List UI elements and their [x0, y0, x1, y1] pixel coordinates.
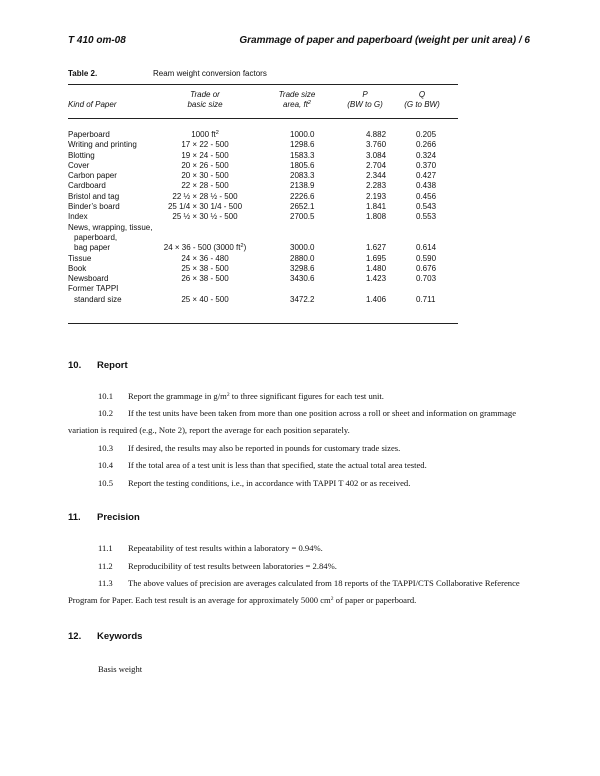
table-row [68, 140, 458, 150]
para-11-1 [68, 540, 530, 557]
cell-p: 1.627 [366, 243, 387, 253]
para-number: 10.5 [98, 478, 114, 488]
section-title: Keywords [97, 631, 143, 642]
section-number: 11. [68, 512, 81, 523]
cell-kind: Binder’s board [68, 202, 120, 212]
cell-trade-size-text: 22 × 28 - 500 [181, 181, 229, 191]
table-label: Table 2. [68, 69, 98, 78]
table-row [68, 161, 458, 171]
cell-q: 0.456 [416, 191, 437, 201]
cell-area: 1583.3 [290, 150, 315, 160]
para-sup: 2 [226, 392, 230, 398]
para-text: Report the grammage in g/m [128, 391, 227, 401]
table-title: Ream weight conversion factors [153, 69, 267, 78]
para-11-2 [68, 558, 530, 575]
table-row [68, 192, 458, 202]
cell-q: 0.427 [416, 171, 437, 181]
header-p-line2: (BW to G) [347, 100, 383, 109]
cell-area: 2880.0 [290, 253, 315, 263]
cell-trade-size-text: 17 × 22 - 500 [181, 140, 229, 150]
cell-trade-size-text: 25 × 38 - 500 [181, 263, 229, 273]
cell-trade-size [150, 264, 260, 274]
cell-area: 2226.6 [290, 191, 315, 201]
cell-kind: News, wrapping, tissue, [68, 222, 153, 232]
cell-area: 3000.0 [290, 243, 315, 253]
header-q-line2: (G to BW) [404, 100, 440, 109]
header-kind: Kind of Paper [68, 100, 117, 109]
section-report-heading [68, 360, 128, 371]
para-text: If desired, the results may also be reported in pounds for customary trade sizes. [128, 443, 401, 453]
cell-p: 1.841 [366, 202, 387, 212]
table-row [68, 130, 458, 140]
para-text: Reproducibility of test results between laboratories = 2.84%. [128, 561, 337, 571]
header-trade-size-line2: basic size [187, 100, 223, 109]
para-10-4 [68, 457, 530, 474]
cell-q: 0.266 [416, 140, 437, 150]
cell-trade-size [150, 130, 260, 140]
para-text: The above values of precision are averages calculated from 18 reports of the TAPPI/CTS Collaborative Reference Program for Paper. Each test result is an average for approximately 5000 cm [68, 578, 520, 605]
table-row [68, 254, 458, 264]
header-area-sup: 2 [307, 100, 311, 106]
para-sup: 2 [330, 596, 334, 602]
header-trade-size [150, 90, 260, 110]
cell-q: 0.553 [416, 212, 437, 222]
table-row [68, 264, 458, 274]
para-number: 10.4 [98, 460, 114, 470]
cell-q: 0.438 [416, 181, 437, 191]
header-area [262, 90, 332, 110]
table-caption [68, 69, 267, 78]
cell-p: 2.704 [366, 160, 387, 170]
table-top-rule [68, 84, 458, 85]
cell-area: 2700.5 [290, 212, 315, 222]
cell-trade-size-text: 25 × 40 - 500 [181, 294, 229, 304]
cell-kind: Paperboard [68, 130, 110, 139]
running-header [68, 35, 530, 49]
cell-q: 0.711 [416, 294, 436, 304]
header-q-line1: Q [418, 90, 426, 99]
cell-kind: bag paper [74, 243, 111, 253]
keywords-text: Basis weight [98, 664, 143, 674]
cell-p: 3.760 [366, 140, 387, 150]
cell-p: 1.423 [366, 274, 387, 284]
cell-trade-size-sup: 2 [215, 130, 219, 136]
cell-area: 3472.2 [290, 294, 315, 304]
cell-trade-size [150, 295, 260, 305]
para-text: If the total area of a test unit is less than that specified, state the actual total area tested. [128, 460, 427, 470]
cell-kind: Newsboard [68, 274, 109, 284]
cell-kind: Book [68, 263, 87, 273]
header-area-line2 [262, 100, 332, 110]
cell-q: 0.370 [416, 160, 437, 170]
table-row [68, 151, 458, 161]
table-row [68, 212, 458, 222]
cell-trade-size-sup: 2 [240, 243, 244, 250]
cell-p: 2.283 [366, 181, 387, 191]
cell-q: 0.543 [416, 202, 437, 212]
section-number: 10. [68, 360, 82, 371]
table-row [68, 181, 458, 191]
header-q [392, 90, 452, 110]
cell-kind: standard size [74, 294, 122, 304]
para-number: 11.3 [98, 578, 113, 588]
cell-q: 0.676 [416, 263, 437, 273]
para-text: Repeatability of test results within a laboratory = 0.94%. [128, 543, 323, 553]
para-text-tail: to three significant figures for each test unit. [229, 391, 384, 401]
cell-area: 1805.6 [290, 160, 315, 170]
cell-p: 3.084 [366, 150, 387, 160]
cell-p: 1.406 [366, 294, 387, 304]
section-precision-heading [68, 512, 140, 523]
cell-area: 2138.9 [290, 181, 315, 191]
para-number: 10.3 [98, 443, 114, 453]
cell-trade-size [150, 254, 260, 264]
cell-area: 2652.1 [290, 202, 315, 212]
cell-trade-size-text: 1000 ft [191, 130, 216, 139]
cell-q: 0.205 [416, 130, 437, 139]
section-keywords-heading [68, 631, 142, 642]
cell-trade-size [150, 274, 260, 284]
para-number: 10.2 [98, 408, 114, 418]
cell-trade-size [150, 202, 260, 212]
section-title: Report [97, 360, 128, 371]
cell-p: 2.344 [366, 171, 387, 181]
header-title: Grammage of paper and paperboard (weight per unit area) / 6 [239, 35, 530, 46]
table-bottom-rule [68, 323, 458, 324]
cell-trade-size [150, 192, 260, 202]
cell-trade-size [150, 161, 260, 171]
cell-kind: Writing and printing [68, 140, 137, 150]
cell-p: 1.480 [366, 263, 387, 273]
section-title: Precision [97, 512, 140, 523]
cell-q: 0.324 [416, 150, 437, 160]
cell-q: 0.614 [416, 243, 437, 253]
table-row [68, 223, 458, 233]
header-p-line1: P [362, 90, 368, 99]
cell-trade-size-text: 19 × 24 - 500 [181, 150, 229, 160]
cell-area: 3430.6 [290, 274, 315, 284]
table-row [68, 274, 458, 284]
cell-kind: Index [68, 212, 88, 222]
para-text-tail: of paper or paperboard. [333, 595, 417, 605]
cell-kind: Blotting [68, 150, 95, 160]
cell-trade-size [150, 171, 260, 181]
para-10-3 [68, 440, 530, 457]
para-10-5 [68, 475, 530, 492]
cell-kind: Cover [68, 160, 90, 170]
cell-kind: Tissue [68, 253, 92, 263]
header-area-text: area, ft [283, 100, 308, 109]
cell-trade-size-text: 26 × 38 - 500 [181, 274, 229, 284]
cell-p: 1.808 [366, 212, 387, 222]
table-row [68, 295, 458, 305]
cell-area: 1298.6 [290, 140, 315, 150]
table-row [68, 243, 458, 253]
table-body [68, 130, 458, 305]
cell-area: 3298.6 [290, 263, 315, 273]
cell-area: 1000.0 [290, 130, 315, 139]
table-row [68, 284, 458, 294]
cell-trade-size [150, 140, 260, 150]
cell-trade-size [150, 181, 260, 191]
cell-p: 1.695 [366, 253, 387, 263]
cell-trade-size-text: 20 × 30 - 500 [181, 171, 229, 181]
cell-area: 2083.3 [290, 171, 315, 181]
header-p [335, 90, 395, 110]
cell-trade-size-text: 24 × 36 - 500 (3000 ft [163, 243, 241, 253]
cell-p: 4.882 [366, 130, 387, 139]
table-header-rule [68, 118, 458, 119]
para-text: Report the testing conditions, i.e., in accordance with TAPPI T 402 or as received. [128, 478, 411, 488]
cell-q: 0.590 [416, 253, 437, 263]
cell-kind: Carbon paper [68, 171, 117, 181]
cell-kind: Cardboard [68, 181, 106, 191]
cell-trade-size [150, 151, 260, 161]
header-area-line1: Trade size [278, 90, 316, 99]
cell-trade-size [150, 243, 260, 253]
table-row [68, 171, 458, 181]
header-standard-number: T 410 om-08 [68, 35, 126, 46]
para-number: 11.1 [98, 543, 113, 553]
cell-kind: Former TAPPI [68, 284, 119, 294]
para-10-2 [68, 405, 530, 439]
table-row [68, 233, 458, 243]
para-number: 10.1 [98, 391, 114, 401]
cell-kind: Bristol and tag [68, 191, 120, 201]
para-text: If the test units have been taken from more than one position across a roll or sheet and information on grammage variation is required (e.g., Note 2), report the average for each position separately. [68, 408, 517, 435]
cell-trade-size-text: 22 ½ × 28 ½ - 500 [172, 191, 238, 201]
cell-p: 2.193 [366, 191, 387, 201]
table-row [68, 202, 458, 212]
section-number: 12. [68, 631, 82, 642]
cell-trade-size-text: 25 1/4 × 30 1/4 - 500 [167, 202, 243, 212]
cell-trade-size-text: 25 ½ × 30 ½ - 500 [172, 212, 238, 222]
cell-trade-size-text: 24 × 36 - 480 [181, 253, 229, 263]
cell-trade-size [150, 212, 260, 222]
para-11-3 [68, 575, 530, 609]
cell-trade-size-text: 20 × 26 - 500 [181, 160, 229, 170]
para-10-1 [68, 388, 530, 405]
cell-q: 0.703 [416, 274, 437, 284]
header-trade-size-line1: Trade or [190, 90, 220, 99]
para-number: 11.2 [98, 561, 113, 571]
cell-kind: paperboard, [74, 232, 118, 242]
cell-trade-size-tail: ) [243, 243, 247, 253]
